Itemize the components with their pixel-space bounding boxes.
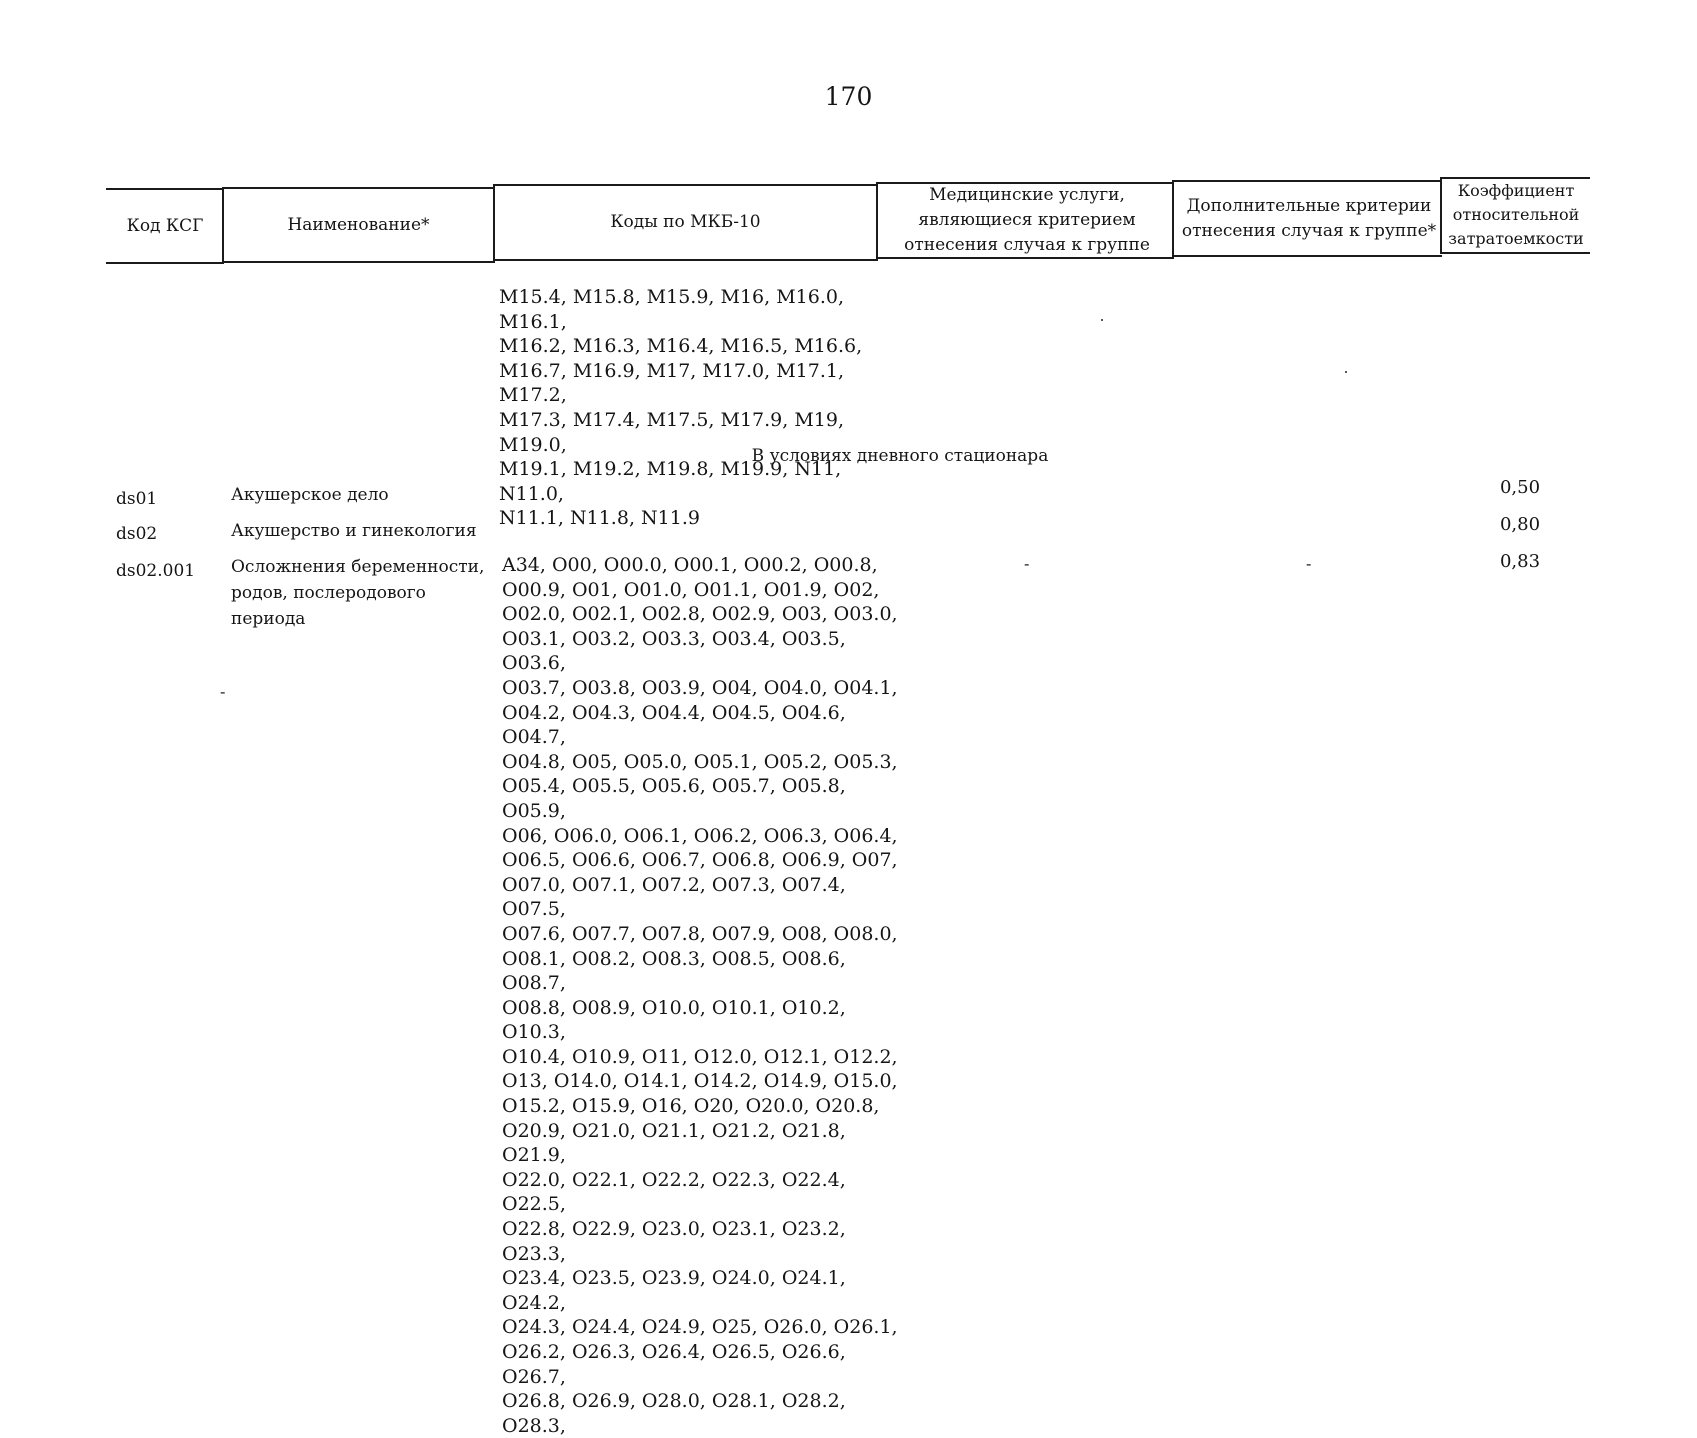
stray-dash-mark: - — [220, 682, 226, 701]
stray-dot-mark-2 — [1345, 371, 1347, 373]
table-row-ds02-001-mkb-codes: A34, O00, O00.0, O00.1, O00.2, O00.8, O00.9, O01, O01.0, O01.1, O01.9, O02, O02.0, O02.1, O02.8, O02.9, O03, O03.0, O03.1, O03.2, O03.3, O03.4, O03.5, O03.6, O03.7, O03.8, O03.9, O04, O04.0, O04.1, O04.2, O04.3, O04.4, O04.5, O04.6, O04.7, O04.8, O05, O05.0, O05.1, O05.2, O05.3, O05.4, O05.5, O05.6, O05.7, O05.8, O05.9, O06, O06.0, O06.1, O06.2, O06.3, O06.4, O06.5, O06.6, O06.7, O06.8, O06.9, O07, O07.0, O07.1, O07.2, O07.3, O07.4, O07.5, O07.6, O07.7, O07.8, O07.9, O08, O08.0, O08.1, O08.2, O08.3, O08.5, O08.6, O08.7, O08.8, O08.9, O10.0, O10.1, O10.2, O10.3, O10.4, O10.9, O11, O12.0, O12.1, O12.2, O13, O14.0, O14.1, O14.2, O14.9, O15.0, O15.2, O15.9, O16, O20, O20.0, O20.8, O20.9, O21.0, O21.1, O21.2, O21.8, O21.9, O22.0, O22.1, O22.2, O22.3, O22.4, O22.5, O22.8, O22.9, O23.0, O23.1, O23.2, O23.3, O23.4, O23.5, O23.9, O24.0, O24.1, O24.2, O24.3, O24.4, O24.9, O25, O26.0, O26.1, O26.2, O26.3, O26.4, O26.5, O26.6, O26.7, O26.8, O26.9, O28.0, O28.1, O28.2, O28.3, — [502, 554, 898, 1437]
table-row-ds02-001-code: ds02.001 — [116, 561, 196, 581]
header-mkb-codes: Коды по МКБ-10 — [610, 212, 761, 232]
column-divider-3 — [876, 182, 878, 258]
table-row-ds01-name: Акушерское дело — [231, 485, 389, 505]
table-row-ds02-001-name: Осложнения беременности, родов, послеродового периода — [231, 557, 485, 629]
table-row-ds02-coefficient: 0,80 — [1499, 514, 1541, 535]
header-medical-services: Медицинские услуги, являющиеся критерием отнесения случая к группе — [904, 185, 1150, 255]
header-bottom-rule-a — [106, 262, 224, 264]
header-additional-criteria: Дополнительные критерии отнесения случая к группе* — [1181, 195, 1437, 241]
table-row-ds01-coefficient: 0,50 — [1499, 477, 1541, 498]
table-row-ds02-001-coefficient: 0,83 — [1499, 551, 1541, 572]
table-row-ds01-code: ds01 — [116, 489, 158, 509]
stray-dot-mark-1 — [1101, 319, 1103, 321]
header-name: Наименование* — [287, 214, 430, 235]
header-ksg-code: Код КСГ — [126, 215, 204, 236]
header-bottom-rule-c — [493, 259, 878, 261]
header-bottom-rule-b — [222, 261, 495, 263]
section-title: В условиях дневного стационара — [751, 446, 1049, 466]
header-coefficient: Коэффициент относительной затратоемкости — [1448, 181, 1584, 248]
table-row-ds02-001-services: - — [1024, 554, 1030, 573]
page-number: 170 — [824, 82, 873, 111]
continuation-mkb-codes: M15.4, M15.8, M15.9, M16, M16.0, M16.1, M16.2, M16.3, M16.4, M16.5, M16.6, M16.7, M16.9, M17, M17.0, M17.1, M17.2, M17.3, M17.4, M17.5, M17.9, M19, M19.0, M19.1, M19.2, M19.8, M19.9, N11, N11.0, N11.1, N11.8, N11.9 — [499, 286, 863, 530]
header-bottom-rule-f — [1440, 252, 1590, 254]
table-row-ds02-code: ds02 — [116, 524, 158, 544]
table-row-ds02-001-additional-criteria: - — [1306, 554, 1312, 573]
column-divider-4 — [1172, 180, 1174, 256]
table-row-ds02-name: Акушерство и гинекология — [231, 521, 477, 541]
